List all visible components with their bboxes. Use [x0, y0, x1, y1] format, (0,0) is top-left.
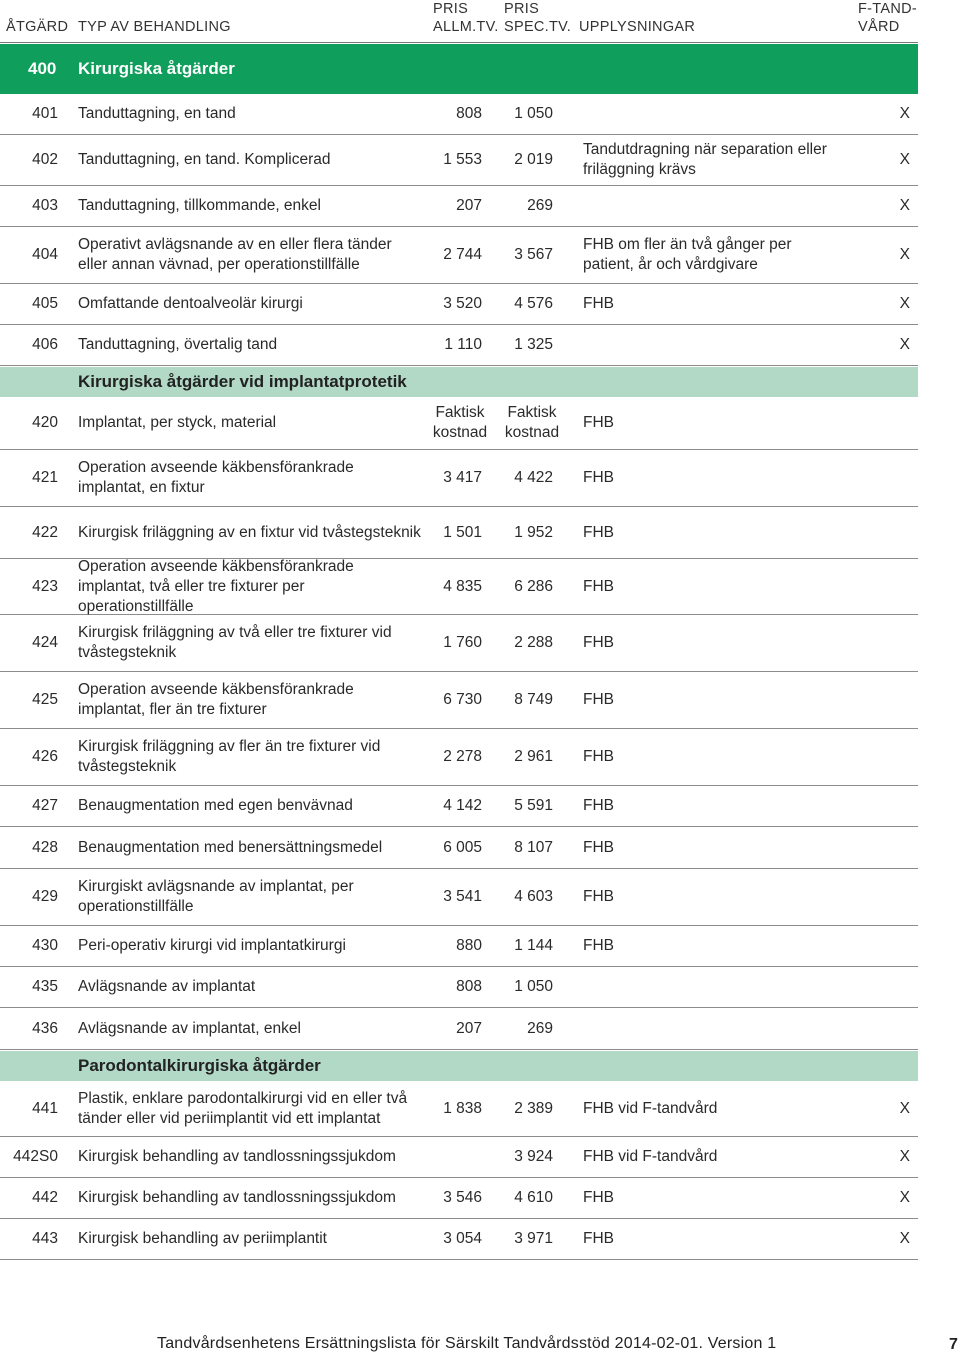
row-info [583, 1008, 845, 1049]
row-code: 441 [32, 1099, 58, 1117]
table-row [0, 869, 918, 926]
row-price-allm: 4 142 [443, 797, 482, 814]
row-treatment-type: Tanduttagning, en tand [78, 105, 236, 122]
row-treatment-type: Operation avseende käkbensförankrade implantat, en fixtur [78, 459, 354, 496]
header-type: TYP AV BEHANDLING [78, 19, 231, 35]
row-code: 430 [32, 937, 58, 954]
row-price-spec: 2 019 [514, 151, 553, 168]
row-info: Tandutdragning när separation eller friläggning krävs [583, 141, 827, 178]
table-row [0, 786, 918, 827]
table-row [0, 1219, 918, 1260]
row-price-spec: 1 144 [514, 937, 553, 954]
page-number: 7 [949, 1336, 958, 1353]
row-code: 401 [32, 105, 58, 122]
row-info: FHB [583, 748, 614, 765]
table-row [0, 1178, 918, 1219]
row-ftandvard-mark: X [899, 151, 910, 168]
header-price-allm: PRIS ALLM.TV. [433, 1, 499, 35]
row-treatment-type: Kirurgiskt avlägsnande av implantat, per operationstillfälle [78, 878, 354, 915]
row-price-spec: 4 603 [514, 888, 553, 905]
row-ftandvard-mark: X [899, 295, 910, 312]
row-treatment-type: Tanduttagning, övertalig tand [78, 336, 278, 353]
section-title: Kirurgiska åtgärder vid implantatprotetik [78, 372, 407, 391]
section-header [0, 367, 918, 397]
row-info [583, 325, 845, 365]
table-row [0, 397, 918, 450]
row-ftandvard-mark: X [899, 1148, 910, 1165]
row-info [583, 94, 845, 134]
row-price-spec: 3 924 [514, 1148, 553, 1165]
row-price-allm: 3 541 [443, 888, 482, 905]
row-price-spec: 2 389 [514, 1099, 553, 1117]
row-info: FHB om fler än två gånger per patient, år och vårdgivare [583, 236, 792, 273]
row-code: 429 [32, 888, 58, 905]
section-header [0, 44, 918, 94]
row-treatment-type: Kirurgisk friläggning av två eller tre fixturer vid tvåstegsteknik [78, 624, 392, 661]
section-code: 400 [28, 59, 57, 78]
row-code: 426 [32, 748, 58, 765]
row-price-allm: 3 546 [443, 1189, 482, 1206]
row-code: 421 [32, 469, 58, 486]
row-code: 428 [32, 838, 58, 856]
row-treatment-type: Avlägsnande av implantat, enkel [78, 1019, 301, 1037]
row-info: FHB [583, 523, 614, 541]
row-treatment-type: Tanduttagning, tillkommande, enkel [78, 197, 321, 214]
row-code: 442S0 [13, 1148, 58, 1165]
row-price-spec: Faktisk kostnad [504, 404, 560, 441]
row-ftandvard-mark: X [899, 1189, 910, 1206]
row-code: 424 [32, 634, 58, 651]
row-code: 443 [32, 1230, 58, 1247]
row-treatment-type: Implantat, per styck, material [78, 414, 277, 431]
row-price-allm: 1 553 [443, 151, 482, 168]
row-treatment-type: Operativt avlägsnande av en eller flera tänder eller annan vävnad, per operationstillfälle [78, 236, 392, 273]
row-info: FHB [583, 888, 614, 905]
row-ftandvard-mark: X [899, 1230, 910, 1247]
row-ftandvard-mark: X [899, 105, 910, 122]
row-code: 436 [32, 1019, 58, 1037]
row-code: 406 [32, 336, 58, 353]
row-treatment-type: Kirurgisk friläggning av fler än tre fixturer vid tvåstegsteknik [78, 738, 381, 775]
table-row [0, 94, 918, 135]
row-code: 402 [32, 151, 58, 168]
header-code: ÅTGÄRD [6, 19, 69, 35]
row-price-allm: 1 501 [443, 523, 482, 541]
row-treatment-type: Benaugmentation med egen benvävnad [78, 797, 353, 814]
row-price-spec: 2 288 [514, 634, 553, 651]
row-info: FHB [583, 937, 614, 954]
table-header [0, 0, 918, 43]
table-row [0, 325, 918, 366]
row-info: FHB [583, 691, 614, 708]
row-code: 425 [32, 691, 58, 708]
footer-text: Tandvårdsenhetens Ersättningslista för Särskilt Tandvårdsstöd 2014-02-01. Version 1 [157, 1335, 777, 1352]
row-info [583, 186, 845, 226]
row-treatment-type: Peri-operativ kirurgi vid implantatkirurgi [78, 937, 346, 954]
row-info: FHB [583, 577, 614, 595]
table-row [0, 135, 918, 186]
table-row [0, 729, 918, 786]
section-header [0, 1051, 918, 1081]
row-price-spec: 8 107 [514, 838, 553, 856]
row-treatment-type: Plastik, enklare parodontalkirurgi vid en eller två tänder eller vid periimplantit vid ett implantat [78, 1089, 408, 1127]
row-treatment-type: Operation avseende käkbensförankrade implantat, två eller tre fixturer per operationstillfälle [78, 557, 354, 615]
table-row [0, 827, 918, 869]
row-treatment-type: Kirurgisk friläggning av en fixtur vid tvåstegsteknik [78, 523, 421, 541]
row-price-allm: 3 054 [443, 1230, 482, 1247]
row-info: FHB [583, 469, 614, 486]
row-price-spec: 1 325 [514, 336, 553, 353]
row-price-spec: 4 610 [514, 1189, 553, 1206]
row-treatment-type: Kirurgisk behandling av tandlossningssjukdom [78, 1148, 396, 1165]
row-price-allm: 880 [456, 937, 482, 954]
row-price-allm: 3 417 [443, 469, 482, 486]
row-price-allm: 6 005 [443, 838, 482, 856]
row-price-allm: 2 744 [443, 246, 482, 263]
row-price-spec: 1 952 [514, 523, 553, 541]
header-ftandvard: F-TAND- VÅRD [858, 1, 918, 35]
row-price-allm: 1 110 [444, 336, 482, 353]
row-price-allm: 4 835 [443, 577, 482, 595]
row-ftandvard-mark: X [899, 197, 910, 214]
table-row [0, 926, 918, 967]
row-info: FHB [583, 295, 614, 312]
row-info: FHB [583, 1189, 614, 1206]
row-price-spec: 3 567 [514, 246, 553, 263]
table-row [0, 227, 918, 284]
row-treatment-type: Tanduttagning, en tand. Komplicerad [78, 151, 331, 168]
row-info: FHB [583, 838, 614, 856]
row-price-allm: 808 [456, 978, 482, 995]
row-price-spec: 5 591 [514, 797, 553, 814]
row-code: 427 [32, 797, 58, 814]
row-code: 405 [32, 295, 58, 312]
table-row [0, 507, 918, 559]
header-price-spec: PRIS SPEC.TV. [504, 1, 572, 35]
row-code: 442 [32, 1189, 58, 1206]
row-price-spec: 8 749 [514, 691, 553, 708]
table-row [0, 186, 918, 227]
row-price-allm: 1 760 [443, 634, 482, 651]
row-code: 404 [32, 246, 58, 263]
row-treatment-type: Kirurgisk behandling av periimplantit [78, 1230, 327, 1247]
row-ftandvard-mark: X [899, 336, 910, 353]
table-row [0, 1008, 918, 1050]
table-row [0, 967, 918, 1008]
row-price-allm: 3 520 [443, 295, 482, 312]
table-row [0, 1137, 918, 1178]
row-treatment-type: Omfattande dentoalveolär kirurgi [78, 295, 303, 312]
row-code: 423 [32, 577, 58, 595]
row-price-allm: 808 [456, 105, 482, 122]
row-info [583, 967, 845, 1007]
row-price-allm: 207 [456, 1019, 482, 1037]
row-info: FHB [583, 414, 614, 431]
row-info: FHB [583, 634, 614, 651]
row-treatment-type: Avlägsnande av implantat [78, 978, 256, 995]
row-price-spec: 269 [527, 1019, 553, 1037]
row-price-spec: 6 286 [514, 577, 553, 595]
row-price-allm: 207 [456, 197, 482, 214]
section-title: Parodontalkirurgiska åtgärder [78, 1056, 321, 1075]
row-price-spec: 269 [527, 197, 553, 214]
row-treatment-type: Operation avseende käkbensförankrade implantat, fler än tre fixturer [78, 681, 354, 718]
header-info: UPPLYSNINGAR [579, 19, 696, 35]
table-row [0, 672, 918, 729]
row-treatment-type: Kirurgisk behandling av tandlossningssjukdom [78, 1189, 396, 1206]
table-row [0, 284, 918, 325]
row-price-allm: 6 730 [443, 691, 482, 708]
table-row [0, 450, 918, 507]
row-price-spec: 4 576 [514, 295, 553, 312]
row-ftandvard-mark: X [899, 1099, 910, 1117]
table-row [0, 1081, 918, 1137]
table-row [0, 559, 918, 615]
row-price-spec: 1 050 [514, 978, 553, 995]
row-info: FHB [583, 1230, 614, 1247]
row-price-spec: 3 971 [514, 1230, 553, 1247]
row-price-allm: Faktisk kostnad [432, 404, 488, 441]
row-code: 435 [32, 978, 58, 995]
row-price-spec: 4 422 [514, 469, 553, 486]
row-treatment-type: Benaugmentation med benersättningsmedel [78, 838, 383, 856]
table-row [0, 615, 918, 672]
row-info: FHB vid F-tandvård [583, 1099, 718, 1117]
row-code: 420 [32, 414, 58, 431]
section-title: Kirurgiska åtgärder [78, 59, 235, 78]
row-code: 422 [32, 523, 58, 541]
row-price-allm: 2 278 [443, 748, 482, 765]
row-ftandvard-mark: X [899, 246, 910, 263]
row-code: 403 [32, 197, 58, 214]
row-info: FHB vid F-tandvård [583, 1148, 718, 1165]
row-info: FHB [583, 797, 614, 814]
table-body [0, 44, 918, 1260]
row-price-spec: 1 050 [514, 105, 553, 122]
row-price-allm: 1 838 [443, 1099, 482, 1117]
row-price-spec: 2 961 [514, 748, 553, 765]
